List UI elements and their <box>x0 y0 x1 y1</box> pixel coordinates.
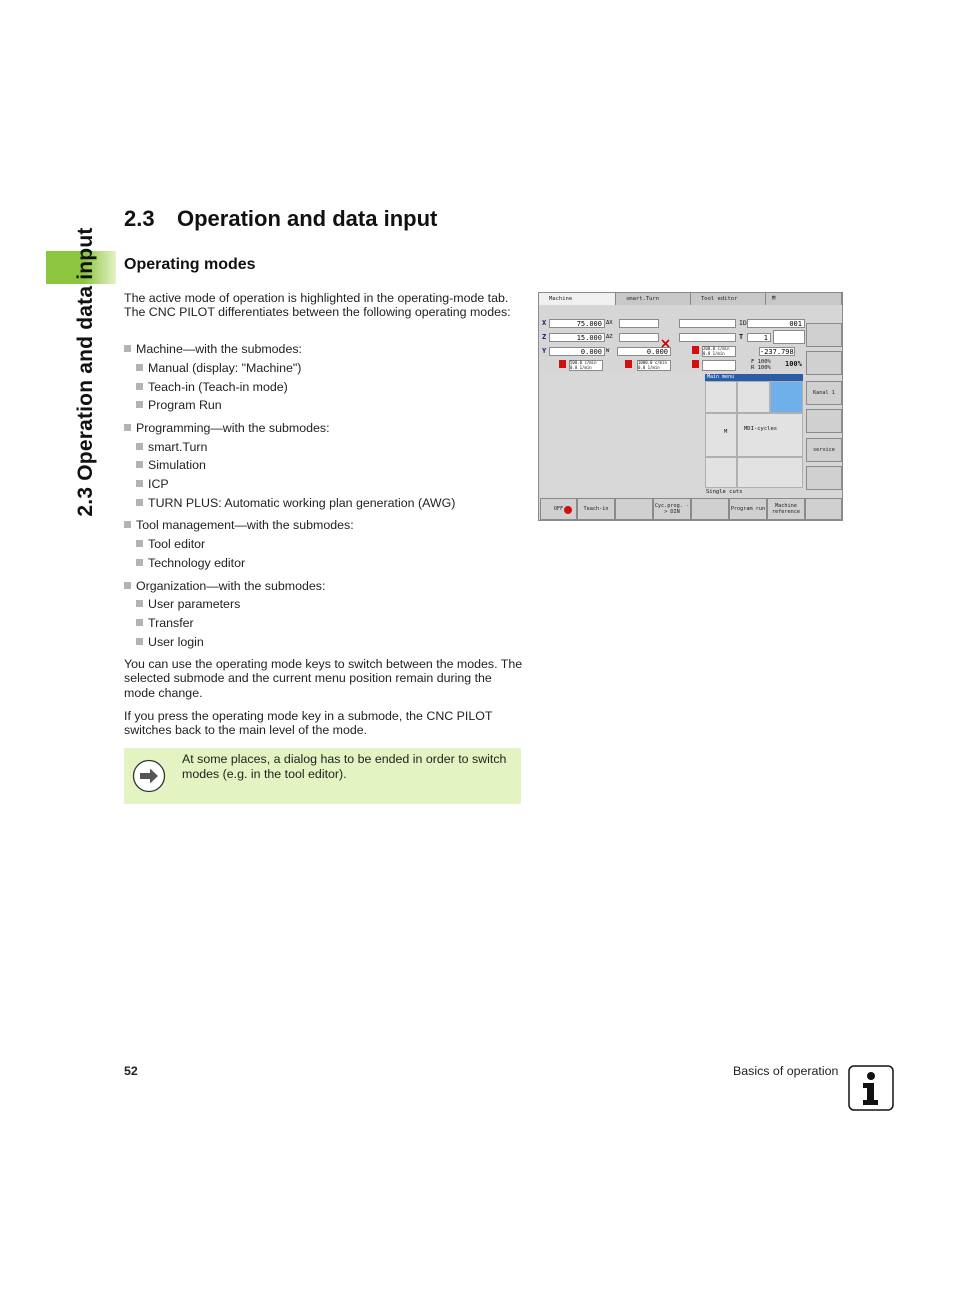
softkey-off[interactable]: OFF <box>540 498 577 520</box>
switch-paragraph: You can use the operating mode keys to switch between the modes. The selected submode and the current menu position remain during the mode change. <box>124 657 523 700</box>
spindle-override: 100% <box>785 360 802 368</box>
tool-value: 1 <box>747 333 771 342</box>
softkey-empty[interactable] <box>805 498 842 520</box>
tab-tool-editor[interactable]: Tool editor <box>691 293 766 305</box>
side-tab: 2.3 Operation and data input <box>74 227 97 517</box>
menu-title: Main menu <box>705 374 803 381</box>
disk-icon: ▤ <box>772 295 776 301</box>
dro-axis-label: X <box>542 319 547 327</box>
status-indicator <box>692 360 699 368</box>
menu-item-selected[interactable] <box>770 381 803 413</box>
tab-smart-turn[interactable]: smart.Turn <box>616 293 691 305</box>
submode-paragraph: If you press the operating mode key in a submode, the CNC PILOT switches back to the main level of the mode. <box>124 709 493 738</box>
status-indicator <box>625 360 632 368</box>
dro-value: 0.000 <box>617 347 671 356</box>
submode-item: Manual (display: "Machine") <box>136 361 301 375</box>
submode-item: Program Run <box>136 398 222 412</box>
menu-item-mdi-cycles[interactable]: MDI-cycles <box>737 413 803 457</box>
tool-data-box <box>773 330 805 344</box>
vsoftkey[interactable] <box>806 409 842 433</box>
mode-item: Tool management—with the submodes: <box>124 518 354 532</box>
submode-item: TURN PLUS: Automatic working plan generation (AWG) <box>136 496 455 510</box>
work-area <box>541 373 703 495</box>
intro-paragraph: The active mode of operation is highlighted in the operating-mode tab. The CNC PILOT differentiates between the following operating modes: <box>124 291 511 320</box>
footer-chapter: Basics of operation <box>733 1064 839 1078</box>
menu-status: Single cuts <box>706 489 743 495</box>
angle-value: -237.798 <box>760 348 794 356</box>
dro-value: 75.000 <box>549 319 605 328</box>
dro-axis-label: Z <box>542 333 547 341</box>
submode-item: Simulation <box>136 458 206 472</box>
menu-item-spindle-feed[interactable] <box>737 381 770 413</box>
menu-item-single-cuts[interactable] <box>705 381 737 413</box>
id-label: ID <box>739 319 747 327</box>
status-indicator <box>692 346 699 354</box>
submode-item: User parameters <box>136 597 240 611</box>
softkey-teach-in[interactable]: Teach-in <box>577 498 615 520</box>
dro-delta-label: W <box>606 348 610 354</box>
vsoftkey[interactable] <box>806 351 842 375</box>
feed-value: 500.0 c/min <box>570 360 597 365</box>
softkey-machine-reference[interactable]: Machine reference <box>767 498 805 520</box>
submode-item: Teach-in (Teach-in mode) <box>136 380 288 394</box>
feed-value: 1000.0 c/min <box>638 360 667 365</box>
aux-box <box>679 333 736 342</box>
vsoftkey-service[interactable]: service <box>806 438 842 462</box>
page-number: 52 <box>124 1064 138 1078</box>
arrow-right-icon <box>132 759 166 793</box>
menu-item-program[interactable] <box>737 457 803 488</box>
submode-item: Technology editor <box>136 556 245 570</box>
info-icon <box>848 1065 894 1111</box>
softkey-empty[interactable] <box>691 498 729 520</box>
tool-label: T <box>739 333 744 341</box>
feed-value: 200.0 c/min <box>703 346 730 351</box>
submode-item: Tool editor <box>136 537 205 551</box>
dro-value: 15.000 <box>549 333 605 342</box>
submode-item: smart.Turn <box>136 440 207 454</box>
mode-item: Programming—with the submodes: <box>124 421 330 435</box>
feed-value: 0.0 1/min <box>638 365 660 370</box>
aux-box <box>679 319 736 328</box>
tab-organization[interactable] <box>766 293 842 305</box>
mode-item: Machine—with the submodes: <box>124 342 302 356</box>
submode-item: Transfer <box>136 616 194 630</box>
feed-value: 0.0 1/min <box>570 365 592 370</box>
spindle-off-icon <box>661 333 670 342</box>
status-indicator <box>559 360 566 368</box>
tab-machine[interactable]: Machine <box>539 293 616 305</box>
cnc-screen <box>538 292 843 521</box>
feed-box <box>702 360 736 371</box>
dro-delta-box <box>619 319 659 328</box>
feed-override: F 100% <box>751 359 771 365</box>
note-text: At some places, a dialog has to be ended in order to switch modes (e.g. in the tool editor). <box>182 752 507 781</box>
dro-delta-box <box>619 333 659 342</box>
softkey-cyc-prog[interactable]: Cyc.prog. -> DIN <box>653 498 691 520</box>
vsoftkey[interactable] <box>806 323 842 347</box>
dro-value: 0.000 <box>549 347 605 356</box>
stop-icon <box>564 506 572 514</box>
dro-delta-label: ΔX <box>606 320 613 326</box>
id-value: 001 <box>747 319 805 328</box>
vsoftkey-tool[interactable] <box>806 466 842 490</box>
rapid-override: R 100% <box>751 365 771 371</box>
submode-item: ICP <box>136 477 169 491</box>
dro-axis-label: Y <box>542 347 547 355</box>
section-title: 2.3 Operation and data input <box>124 206 438 231</box>
softkey-empty[interactable] <box>615 498 653 520</box>
menu-item-m[interactable]: M <box>705 413 737 457</box>
dro-delta-label: ΔZ <box>606 334 613 340</box>
mode-item: Organization—with the submodes: <box>124 579 325 593</box>
menu-item-empty[interactable] <box>705 457 737 488</box>
softkey-program-run[interactable]: Program run <box>729 498 767 520</box>
subsection-title: Operating modes <box>124 256 256 273</box>
vsoftkey-kanal[interactable]: Kanal 1 <box>806 381 842 405</box>
feed-value: 0.0 1/min <box>703 351 725 356</box>
submode-item: User login <box>136 635 204 649</box>
